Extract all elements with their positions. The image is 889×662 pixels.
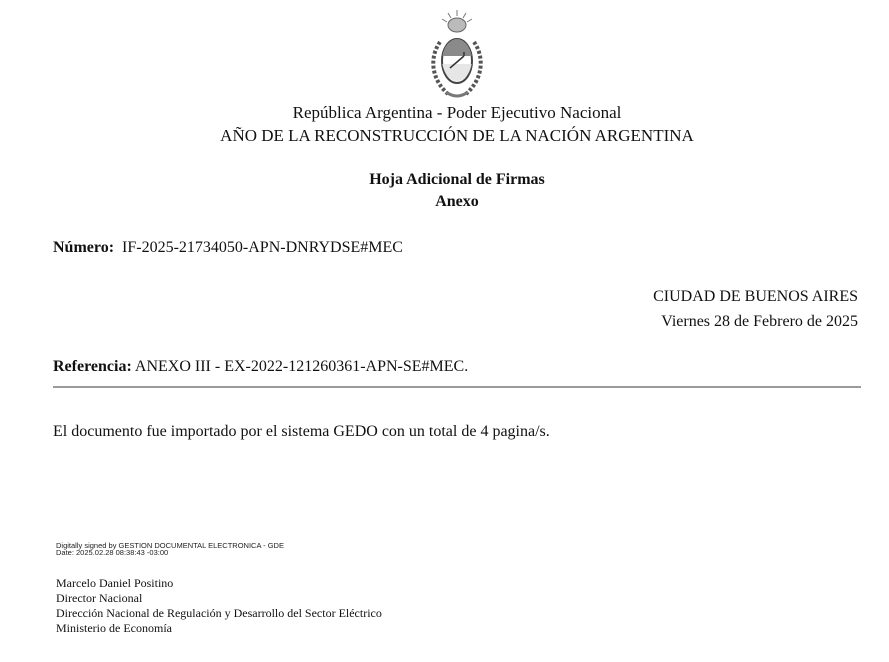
numero-value: IF-2025-21734050-APN-DNRYDSE#MEC xyxy=(122,239,403,256)
body-text: El documento fue importado por el sistema GEDO con un total de 4 pagina/s. xyxy=(53,423,550,440)
coat-of-arms-icon xyxy=(426,8,488,104)
header-line-1: República Argentina - Poder Ejecutivo Nacional xyxy=(292,103,622,122)
signature-line-1: Digitally signed by GESTION DOCUMENTAL ELECTRONICA - GDE xyxy=(56,541,284,550)
document-date: Viernes 28 de Febrero de 2025 xyxy=(661,313,858,330)
referencia-value: ANEXO III - EX-2022-121260361-APN-SE#MEC. xyxy=(134,358,469,375)
document-title: Hoja Adicional de Firmas xyxy=(369,171,545,188)
city: CIUDAD DE BUENOS AIRES xyxy=(653,288,858,305)
header-line-2: AÑO DE LA RECONSTRUCCIÓN DE LA NACIÓN ARGENTINA xyxy=(220,126,694,145)
signature-date: Date: 2025.02.28 08:38:43 -03:00 xyxy=(56,548,169,557)
signer-name: Marcelo Daniel Positino xyxy=(56,576,174,590)
digital-signature xyxy=(56,542,284,556)
referencia-row xyxy=(53,358,468,376)
signer-position: Director Nacional xyxy=(56,591,143,605)
signer-ministry: Ministerio de Economía xyxy=(56,621,172,635)
divider xyxy=(53,386,861,388)
signer-block xyxy=(56,576,382,636)
document-subtitle: Anexo xyxy=(435,193,479,210)
numero-label: Número: xyxy=(53,239,115,256)
numero-row xyxy=(53,239,403,257)
signer-office: Dirección Nacional de Regulación y Desarrollo del Sector Eléctrico xyxy=(56,606,382,620)
referencia-label: Referencia: xyxy=(53,358,132,375)
